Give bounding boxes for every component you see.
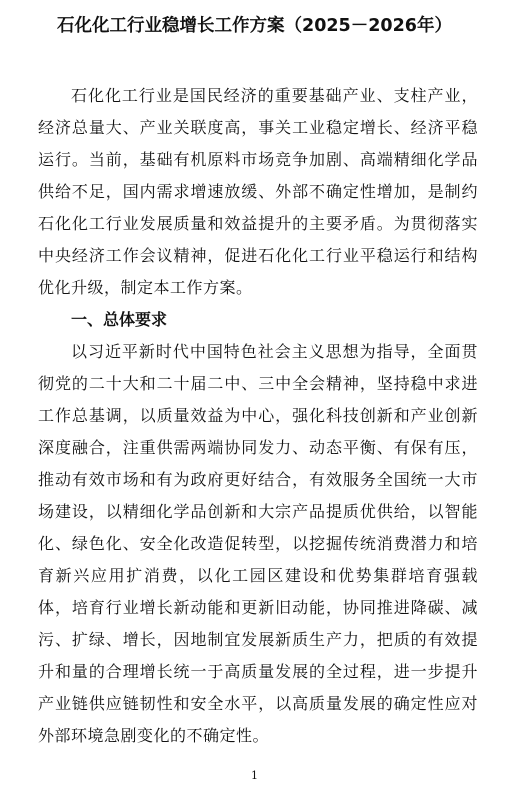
document-title: 石化化工行业稳增长工作方案（2025－2026年） [57,16,452,36]
intro-paragraph: 石化化工行业是国民经济的重要基础产业、支柱产业，经济总量大、产业关联度高，事关工业稳定增长、经济平稳运行。当前，基础有机原料市场竞争加剧、高端精细化学品供给不足，国内需求增速放缓、外部不确定性增加，是制约石化化工行业发展质量和效益提升的主要矛盾。为贯彻落实中央经济工作会议精神，促进石化化工行业平稳运行和结构优化升级，制定本工作方案。 [38,86,478,297]
document-body [38,80,478,752]
section-paragraph: 以习近平新时代中国特色社会主义思想为指导，全面贯彻党的二十大和二十届二中、三中全会精神，坚持稳中求进工作总基调，以质量效益为中心，强化科技创新和产业创新深度融合，注重供需两端协同发力、动态平衡、有保有压，推动有效市场和有为政府更好结合，有效服务全国统一大市场建设，以精细化学品创新和大宗产品提质优供给，以智能化、绿色化、安全化改造促转型，以挖掘传统消费潜力和培育新兴应用扩消费，以化工园区建设和优势集群培育强载体，培育行业增长新动能和更新旧动能，协同推进降碳、减污、扩绿、增长，因地制宜发展新质生产力，把质的有效提升和量的合理增长统一于高质量发展的全过程，进一步提升产业链供应链韧性和安全水平，以高质量发展的确定性应对外部环境急剧变化的不确定性。 [38,342,478,745]
section-heading: 一、总体要求 [71,310,168,329]
page-number: 1 [251,769,258,782]
